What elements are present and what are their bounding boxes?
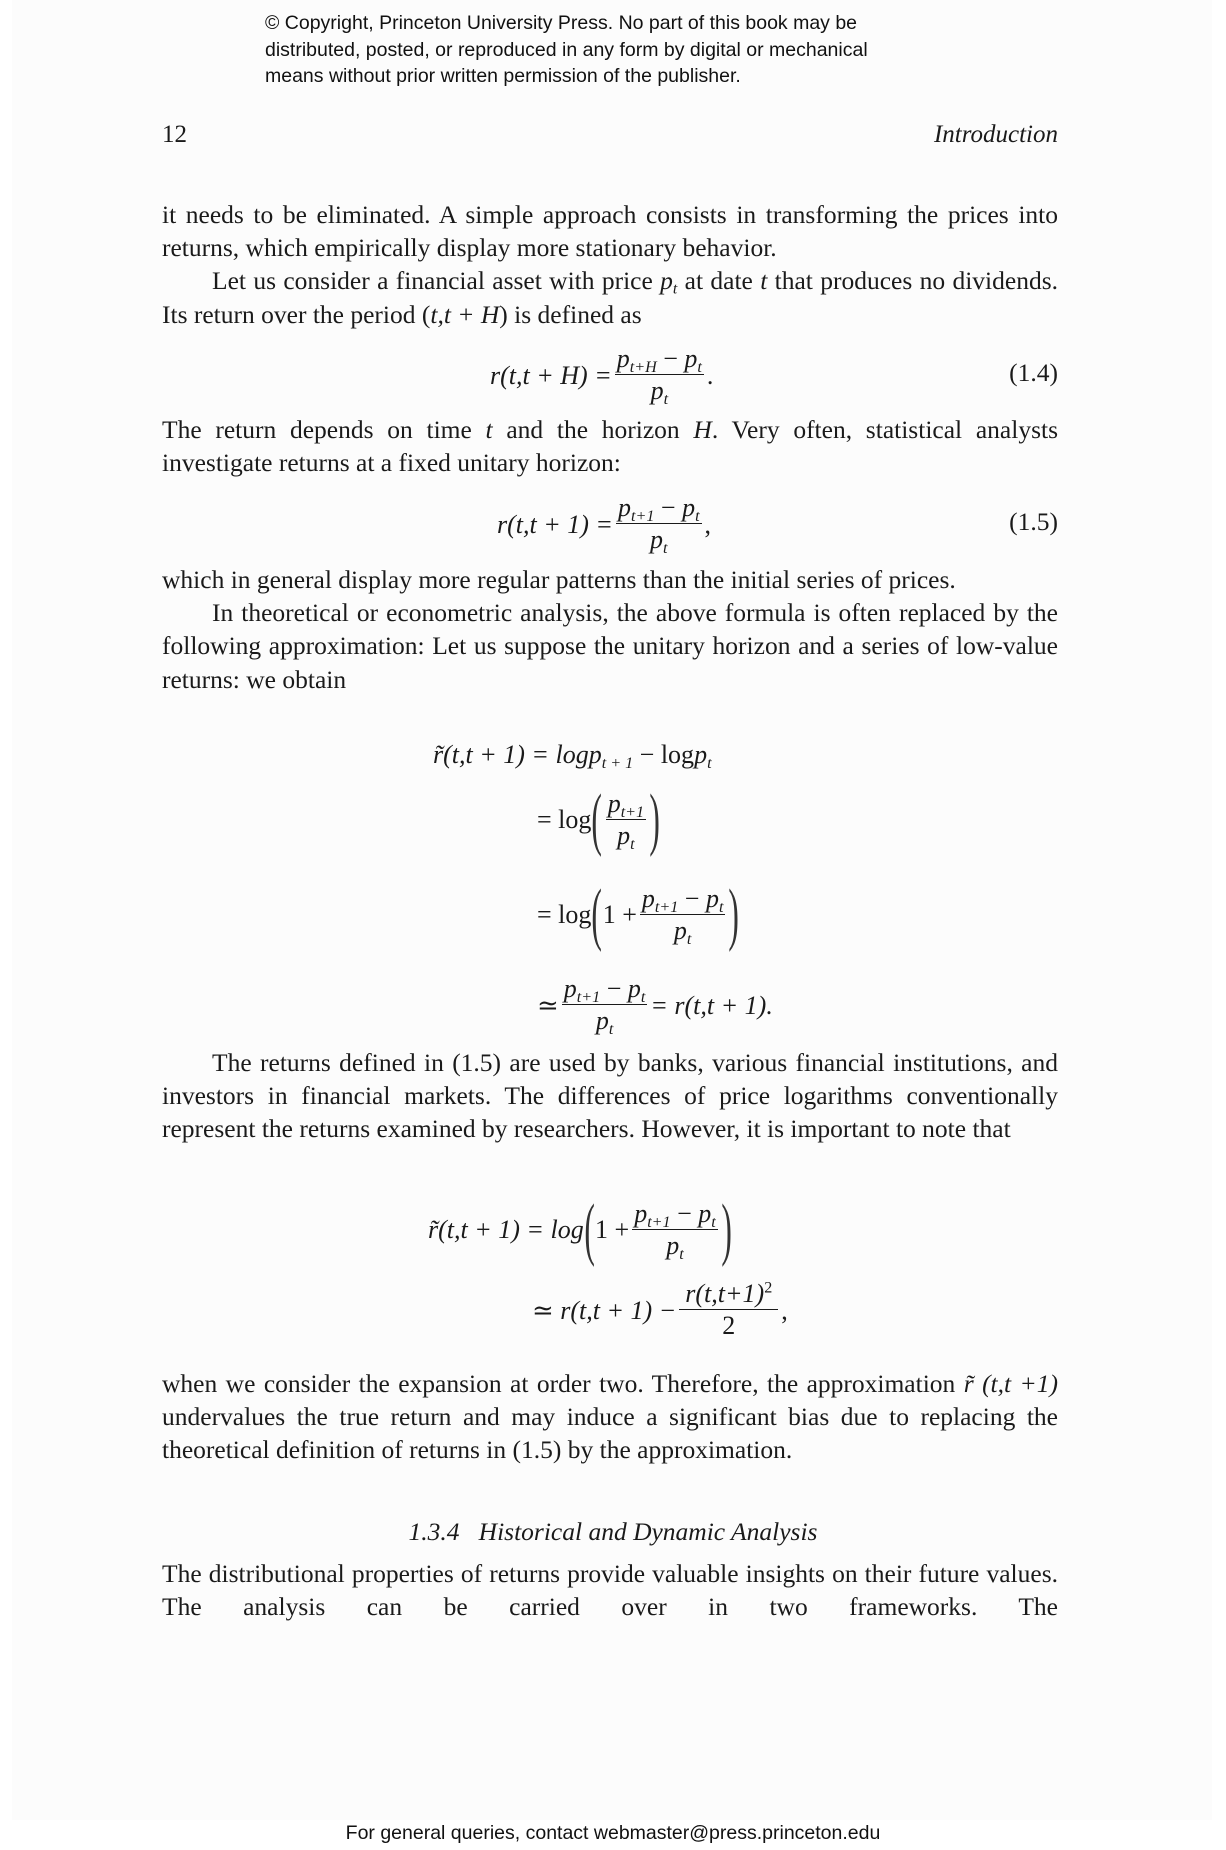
fraction: $\frac{p_{t+H} - p_t}{p_t}$: [616, 344, 702, 408]
text-block: [162, 1367, 1058, 1467]
section-heading: [0, 1517, 1226, 1547]
paragraph: In theoretical or econometric analysis, the above formula is often replaced by the following approximation: Let us suppose the unitary horizon and a series of low-value returns: we obtain: [162, 598, 1058, 694]
paragraph: it needs to be eliminated. A simple approach consists in transforming the prices into returns, which empirically display more stationary behavior.: [162, 200, 1058, 263]
paragraph: which in general display more regular patterns than the initial series of prices.: [162, 565, 956, 594]
text-block: [162, 1046, 1058, 1146]
derivation-line-3: = log ( 1 + $\frac{p_{t+1} - p_t}{p_t}$ ): [537, 876, 740, 953]
paragraph: Let us consider a financial asset with price $p_t$ at date t that produces no dividends. Its return over the period (t,t + H) is defined as: [162, 266, 1058, 329]
copyright-line: © Copyright, Princeton University Press. No part of this book may be: [265, 12, 858, 34]
equation-number: (1.5): [1009, 507, 1058, 536]
fraction: $\frac{p_{t+1} - p_t}{p_t}$: [617, 493, 700, 557]
text-block: [162, 413, 1058, 479]
derivation-line-1: r̃(t,t + 1) = logp$_{t + 1}$ − logp$_t$: [433, 740, 712, 772]
derivation-line-2: = log ( $\frac{p_{t+1}}{p_t}$ ): [537, 781, 661, 858]
expansion-line-2: ≃ r(t,t + 1) − $\frac{r(t,t+1)^2}{2}$ ,: [532, 1279, 788, 1340]
text-block: [162, 1557, 1058, 1623]
running-head: Introduction: [933, 121, 1058, 148]
equation-number: (1.4): [1009, 358, 1058, 387]
footer-contact: For general queries, contact webmaster@press.princeton.edu: [345, 1822, 881, 1844]
text-block: [162, 563, 1058, 696]
page-number: 12: [162, 121, 187, 148]
paragraph: when we consider the expansion at order two. Therefore, the approximation r̃ (t,t +1) undervalues the true return and may induce a significant bias due to replacing the theoretical definition of returns in (1.5) by the approximation.: [162, 1369, 1058, 1465]
section-title: Historical and Dynamic Analysis: [478, 1517, 818, 1546]
paragraph: The return depends on time t and the horizon H. Very often, statistical analysts investigate returns at a fixed unitary horizon:: [162, 415, 1058, 478]
paragraph: The returns defined in (1.5) are used by banks, various financial institutions, and investors in financial markets. The differences of price logarithms conventionally represent the returns examined by researchers. However, it is important to note that: [162, 1048, 1058, 1144]
expansion-line-1: r̃(t,t + 1) = log ( 1 + $\frac{p_{t+1} - p_t}{p_t}$ ): [428, 1191, 732, 1268]
text-block-intro: [162, 198, 1058, 331]
copyright-line: distributed, posted, or reproduced in any form by digital or mechanical: [265, 38, 868, 61]
section-number: 1.3.4: [408, 1517, 460, 1546]
copyright-line: means without prior written permission of the publisher.: [265, 65, 741, 87]
equation-1-4: r(t,t + H) = $\frac{p_{t+H} - p_t}{p_t}$ .: [490, 344, 714, 408]
derivation-line-4: ≃ $\frac{p_{t+1} - p_t}{p_t}$ = r(t,t + 1).: [537, 974, 773, 1038]
copyright-notice: [265, 10, 1025, 90]
equation-1-5: r(t,t + 1) = $\frac{p_{t+1} - p_t}{p_t}$ ,: [497, 493, 712, 557]
math-p: $p_t$: [660, 266, 678, 299]
paragraph: The distributional properties of returns provide valuable insights on their future values. The analysis can be carried over in two frameworks. The: [162, 1559, 1058, 1622]
